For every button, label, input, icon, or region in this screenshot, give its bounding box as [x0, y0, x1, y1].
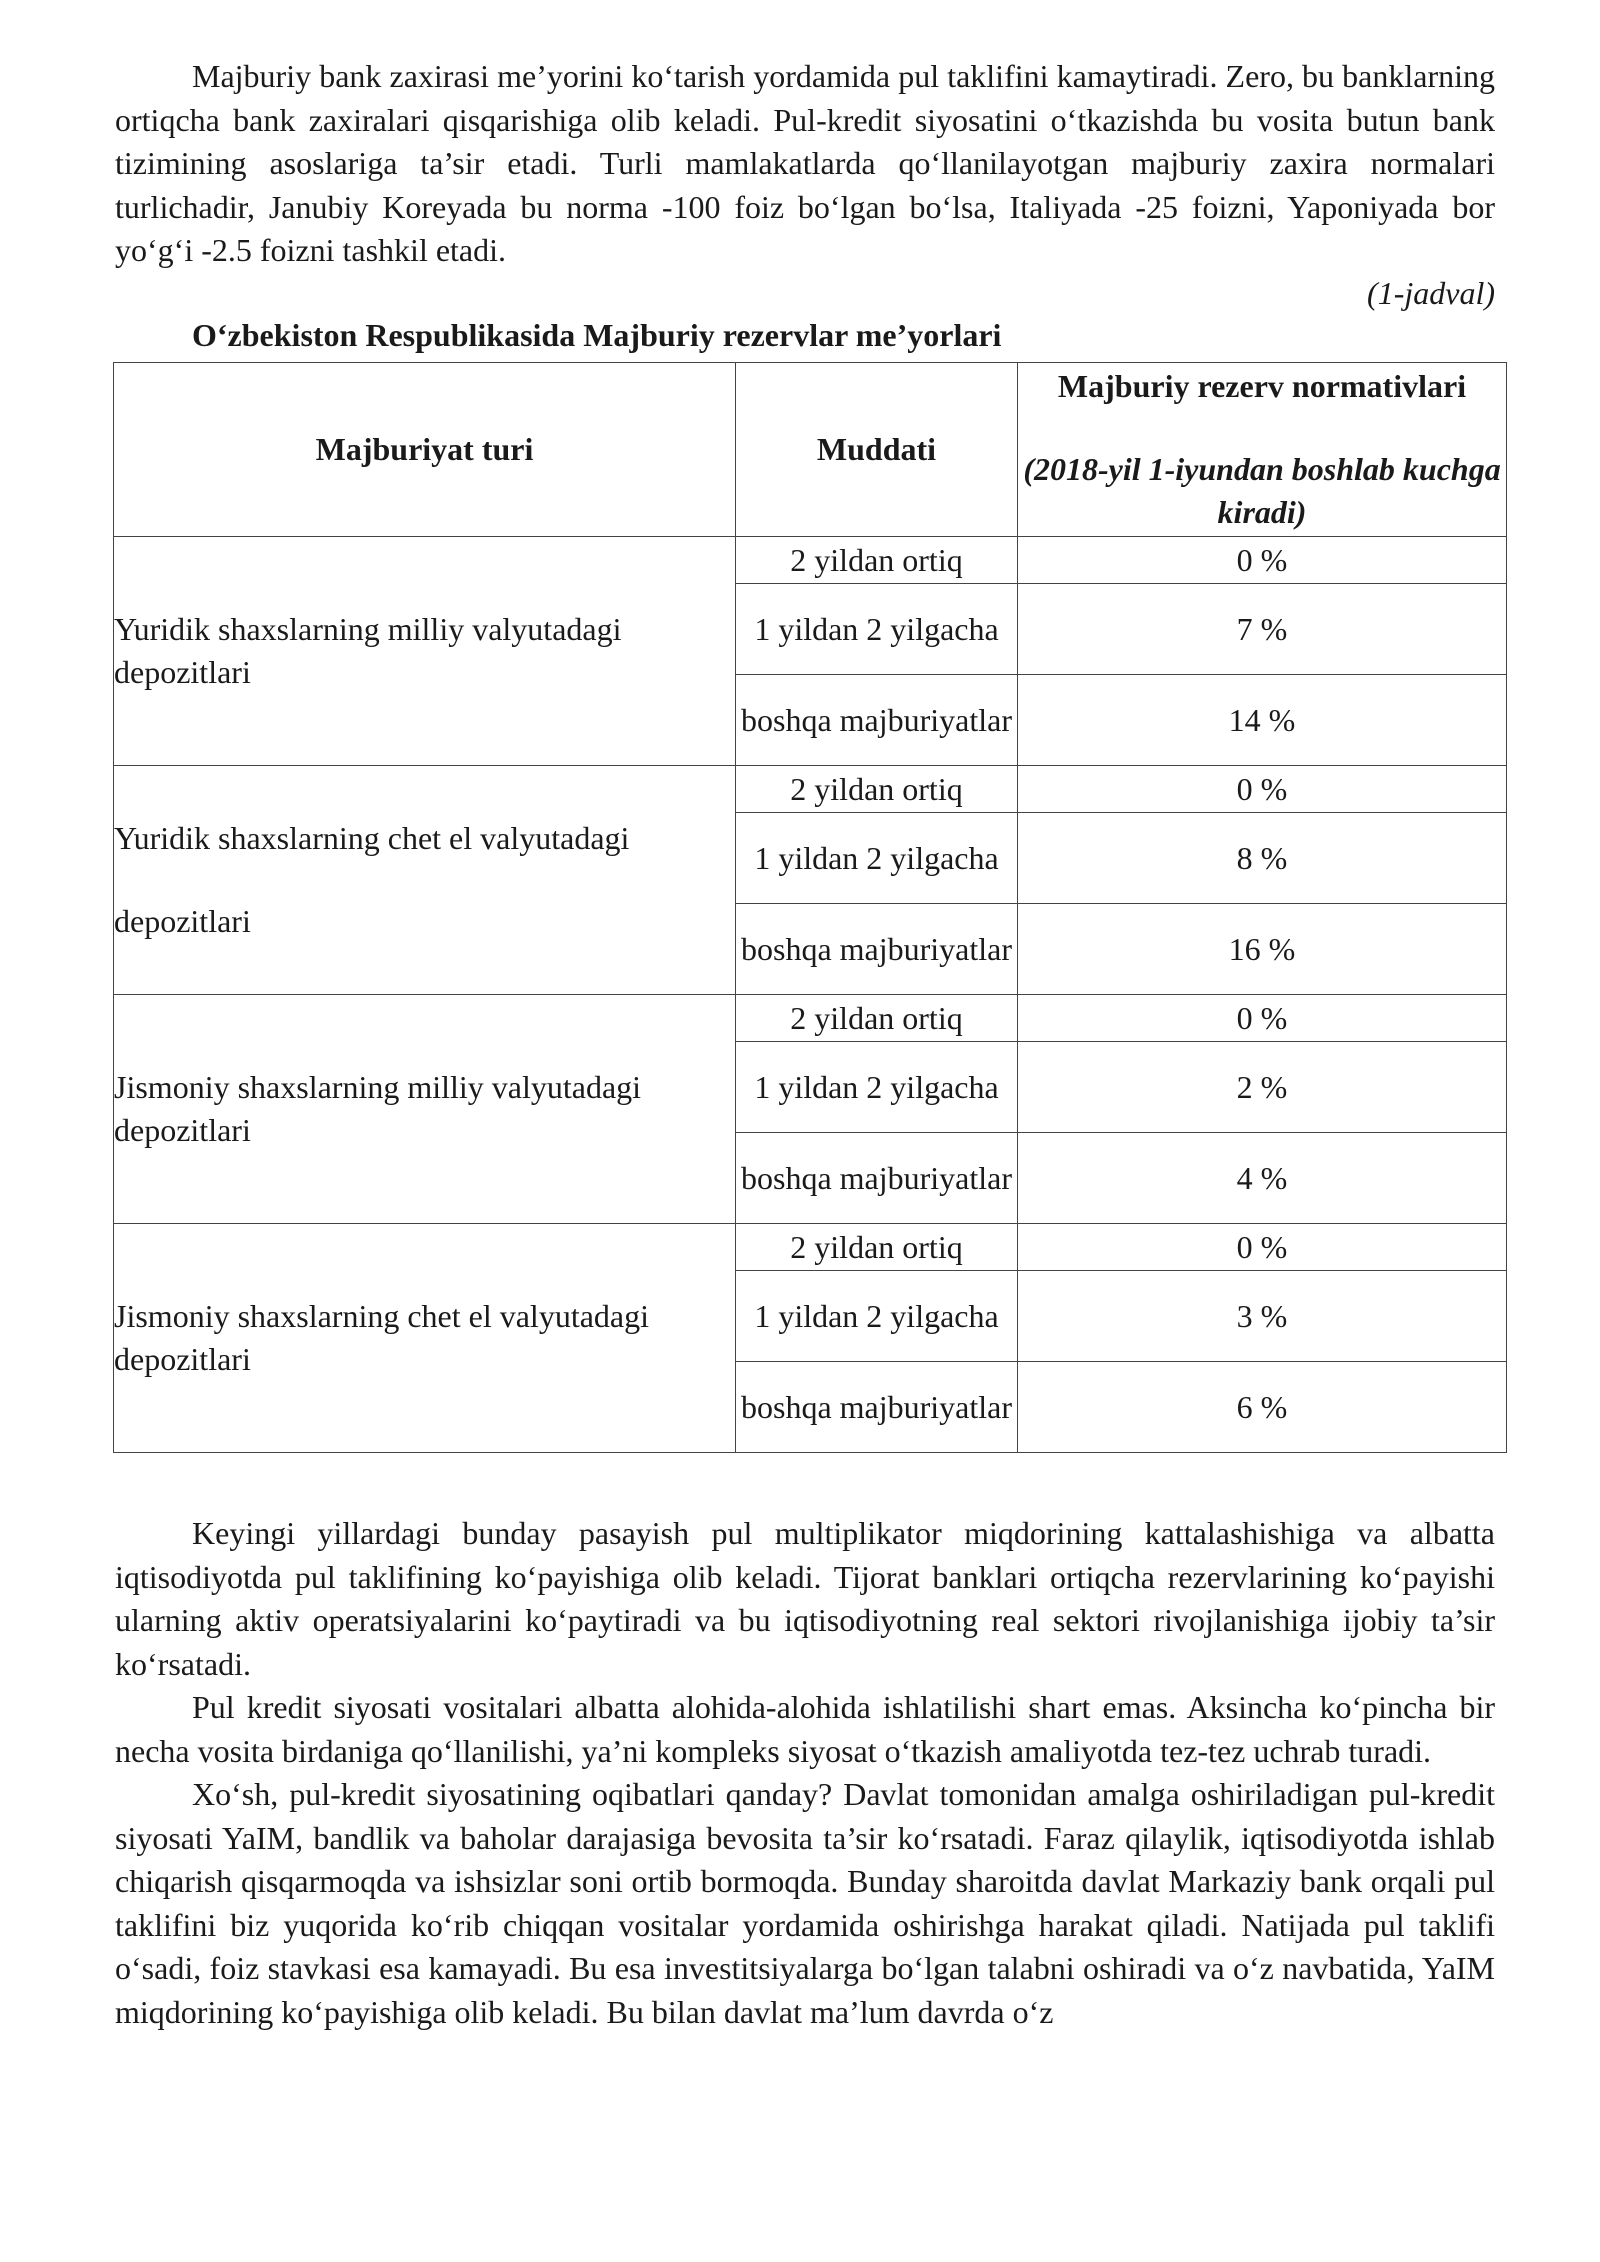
header-obligation-type: Majburiyat turi: [114, 363, 736, 537]
table-title: O‘zbekiston Respublikasida Majburiy rezervlar me’yorlari: [192, 316, 1002, 353]
term-cell: boshqa majburiyatlar: [736, 1362, 1018, 1453]
term-cell: boshqa majburiyatlar: [736, 904, 1018, 995]
rate-cell: 0 %: [1018, 995, 1507, 1042]
header-reserve-norm-subtitle: (2018-yil 1-iyundan boshlab kuchga kiradi): [1023, 451, 1501, 530]
obligation-type-cell: Yuridik shaxslarning milliy valyutadagi depozitlari: [114, 537, 736, 766]
table-row: [114, 766, 1507, 813]
table-row: [114, 995, 1507, 1042]
rate-cell: 0 %: [1018, 766, 1507, 813]
term-cell: 2 yildan ortiq: [736, 766, 1018, 813]
term-cell: 2 yildan ortiq: [736, 537, 1018, 584]
body-text-after-table: [115, 1512, 1495, 2034]
document-page: [115, 55, 1495, 355]
paragraph-instruments: Pul kredit siyosati vositalari albatta alohida-alohida ishlatilishi shart emas. Aksincha ko‘pincha bir necha vosita birdaniga qo‘llanilishi, ya’ni kompleks siyosat o‘tkazish amaliyotda tez-tez uchrab turadi.: [115, 1689, 1495, 1769]
rate-cell: 2 %: [1018, 1042, 1507, 1133]
term-cell: boshqa majburiyatlar: [736, 675, 1018, 766]
rate-cell: 0 %: [1018, 1224, 1507, 1271]
obligation-type-label: Yuridik shaxslarning chet el valyutadagi: [114, 820, 630, 856]
term-cell: 1 yildan 2 yilgacha: [736, 1042, 1018, 1133]
rate-cell: 8 %: [1018, 813, 1507, 904]
obligation-type-label-line2: depozitlari: [114, 903, 251, 939]
table-row: [114, 537, 1507, 584]
rate-cell: 3 %: [1018, 1271, 1507, 1362]
rate-cell: 0 %: [1018, 537, 1507, 584]
term-cell: 1 yildan 2 yilgacha: [736, 1271, 1018, 1362]
header-reserve-norm: [1018, 363, 1507, 537]
term-cell: 2 yildan ortiq: [736, 1224, 1018, 1271]
reserve-requirements-table: [113, 362, 1507, 1453]
rate-cell: 4 %: [1018, 1133, 1507, 1224]
paragraph-multiplier: Keyingi yillardagi bunday pasayish pul multiplikator miqdorining kattalashishiga va albatta iqtisodiyotda pul taklifining ko‘payishiga olib keladi. Tijorat banklari ortiqcha rezervlarining ko‘payishi ularning aktiv operatsiyalarini ko‘paytiradi va bu iqtisodiyotning real sektori rivojlanishiga ijobiy ta’sir ko‘rsatadi.: [115, 1515, 1495, 1682]
rate-cell: 7 %: [1018, 584, 1507, 675]
rate-cell: 14 %: [1018, 675, 1507, 766]
rate-cell: 16 %: [1018, 904, 1507, 995]
paragraph-consequences: Xo‘sh, pul-kredit siyosatining oqibatlari qanday? Davlat tomonidan amalga oshiriladigan pul-kredit siyosati YaIM, bandlik va baholar darajasiga bevosita ta’sir ko‘rsatadi. Faraz qilaylik, iqtisodiyotda ishlab chiqarish qisqarmoqda va ishsizlar soni ortib bormoqda. Bunday sharoitda davlat Markaziy bank orqali pul taklifini biz yuqorida ko‘rib chiqqan vositalar yordamida oshirishga harakat qiladi. Natijada pul taklifi o‘sadi, foiz stavkasi esa kamayadi. Bu esa investitsiyalarga bo‘lgan talabni oshiradi va o‘z navbatida, YaIM miqdorining ko‘payishiga olib keladi. Bu bilan davlat ma’lum davrda o‘z: [115, 1776, 1495, 2030]
table-caption: (1-jadval): [1367, 274, 1495, 311]
obligation-type-cell: [114, 766, 736, 995]
term-cell: boshqa majburiyatlar: [736, 1133, 1018, 1224]
term-cell: 1 yildan 2 yilgacha: [736, 813, 1018, 904]
intro-paragraph: Majburiy bank zaxirasi me’yorini ko‘tarish yordamida pul taklifini kamaytiradi. Zero, bu banklarning ortiqcha bank zaxiralari qisqarishiga olib keladi. Pul-kredit siyosatini o‘tkazishda bu vosita butun bank tizimining asoslariga ta’sir etadi. Turli mamlakatlarda qo‘llanilayotgan majburiy zaxira normalari turlichadir, Janubiy Koreyada bu norma -100 foiz bo‘lgan bo‘lsa, Italiyada -25 foizni, Yaponiyada bor yo‘g‘i -2.5 foizni tashkil etadi.: [115, 58, 1495, 268]
obligation-type-cell: Jismoniy shaxslarning milliy valyutadagi depozitlari: [114, 995, 736, 1224]
obligation-type-cell: Jismoniy shaxslarning chet el valyutadagi depozitlari: [114, 1224, 736, 1453]
term-cell: 2 yildan ortiq: [736, 995, 1018, 1042]
rate-cell: 6 %: [1018, 1362, 1507, 1453]
header-reserve-norm-title: Majburiy rezerv normativlari: [1057, 368, 1467, 404]
header-term: Muddati: [736, 363, 1018, 537]
table-row: [114, 1224, 1507, 1271]
term-cell: 1 yildan 2 yilgacha: [736, 584, 1018, 675]
